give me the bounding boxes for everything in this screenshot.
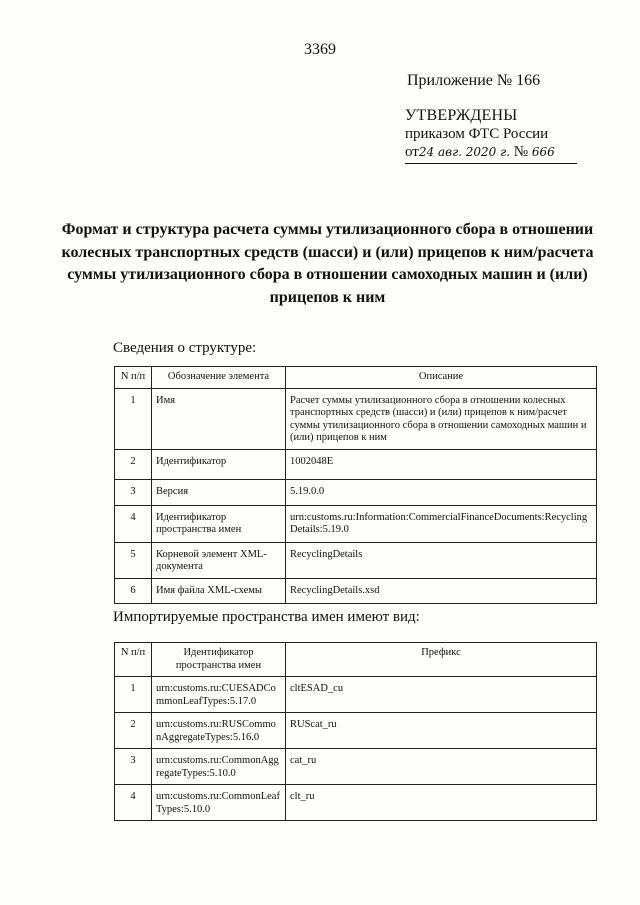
namespace-prefix: cat_ru	[286, 749, 597, 785]
row-number: 4	[115, 505, 152, 542]
table-header-row	[115, 367, 597, 389]
row-number: 1	[115, 677, 152, 713]
element-name: Версия	[152, 479, 286, 505]
element-name: Корневой элемент XML-документа	[152, 542, 286, 578]
order-line: приказом ФТС России	[405, 126, 549, 142]
document-title: Формат и структура расчета суммы утилизационного сбора в отношении колесных транспортных средств (шасси) и (или) прицепов к ним/расчета суммы утилизационного сбора в отношении самоходных машин и (или) прицепов к ним	[61, 221, 594, 306]
table-row	[115, 713, 597, 749]
table-row	[115, 449, 597, 479]
element-name: Идентификатор	[152, 449, 286, 479]
table-row	[115, 677, 597, 713]
namespaces-table	[114, 642, 597, 821]
table-row	[115, 785, 597, 821]
namespace-id: urn:customs.ru:CommonAggregateTypes:5.10.0	[152, 749, 286, 785]
namespace-prefix: clt_ru	[286, 785, 597, 821]
approved-label: УТВЕРЖДЕНЫ	[405, 107, 518, 124]
handwritten-date: 24 авг. 2020 г.	[418, 145, 511, 159]
row-number: 6	[115, 578, 152, 603]
namespace-id: urn:customs.ru:CUESADCommonLeafTypes:5.17.0	[152, 677, 286, 713]
table-row	[115, 578, 597, 603]
appendix-label: Приложение № 166	[407, 72, 541, 89]
number-prefix: №	[513, 144, 529, 160]
row-number: 4	[115, 785, 152, 821]
namespace-prefix: cltESAD_cu	[286, 677, 597, 713]
namespace-id: urn:customs.ru:CommonLeafTypes:5.10.0	[152, 785, 286, 821]
namespace-id: urn:customs.ru:RUSCommonAggregateTypes:5.16.0	[152, 713, 286, 749]
namespaces-caption: Импортируемые пространства имен имеют вид:	[113, 609, 420, 625]
column-header: Идентификатор пространства имен	[152, 643, 286, 677]
row-number: 3	[115, 749, 152, 785]
column-header: Описание	[286, 367, 597, 389]
row-number: 2	[115, 449, 152, 479]
row-number: 2	[115, 713, 152, 749]
structure-caption: Сведения о структуре:	[113, 340, 257, 356]
page-number: 3369	[304, 41, 336, 58]
element-description: urn:customs.ru:Information:CommercialFinanceDocuments:RecyclingDetails:5.19.0	[286, 505, 597, 542]
table-row	[115, 479, 597, 505]
element-name: Идентификатор пространства имен	[152, 505, 286, 542]
element-name: Имя	[152, 388, 286, 449]
column-header: Обозначение элемента	[152, 367, 286, 389]
row-number: 1	[115, 388, 152, 449]
element-name: Имя файла XML-схемы	[152, 578, 286, 603]
element-description: 5.19.0.0	[286, 479, 597, 505]
table-row	[115, 749, 597, 785]
row-number: 3	[115, 479, 152, 505]
element-description: RecyclingDetails	[286, 542, 597, 578]
table-row	[115, 388, 597, 449]
element-description: 1002048E	[286, 449, 597, 479]
date-line	[405, 144, 577, 164]
namespace-prefix: RUScat_ru	[286, 713, 597, 749]
table-row	[115, 542, 597, 578]
row-number: 5	[115, 542, 152, 578]
element-description: Расчет суммы утилизационного сбора в отношении колесных транспортных средств (шасси) и (или) прицепов к ним/расчет суммы утилизационного сбора в отношении самоходных машин и (или) прицепов к ним	[286, 388, 597, 449]
handwritten-number: 666	[531, 145, 555, 159]
column-header: N п/п	[115, 367, 152, 389]
structure-table	[114, 366, 597, 604]
date-prefix: от	[405, 144, 419, 160]
table-header-row	[115, 643, 597, 677]
column-header: N п/п	[115, 643, 152, 677]
table-row	[115, 505, 597, 542]
column-header: Префикс	[286, 643, 597, 677]
element-description: RecyclingDetails.xsd	[286, 578, 597, 603]
